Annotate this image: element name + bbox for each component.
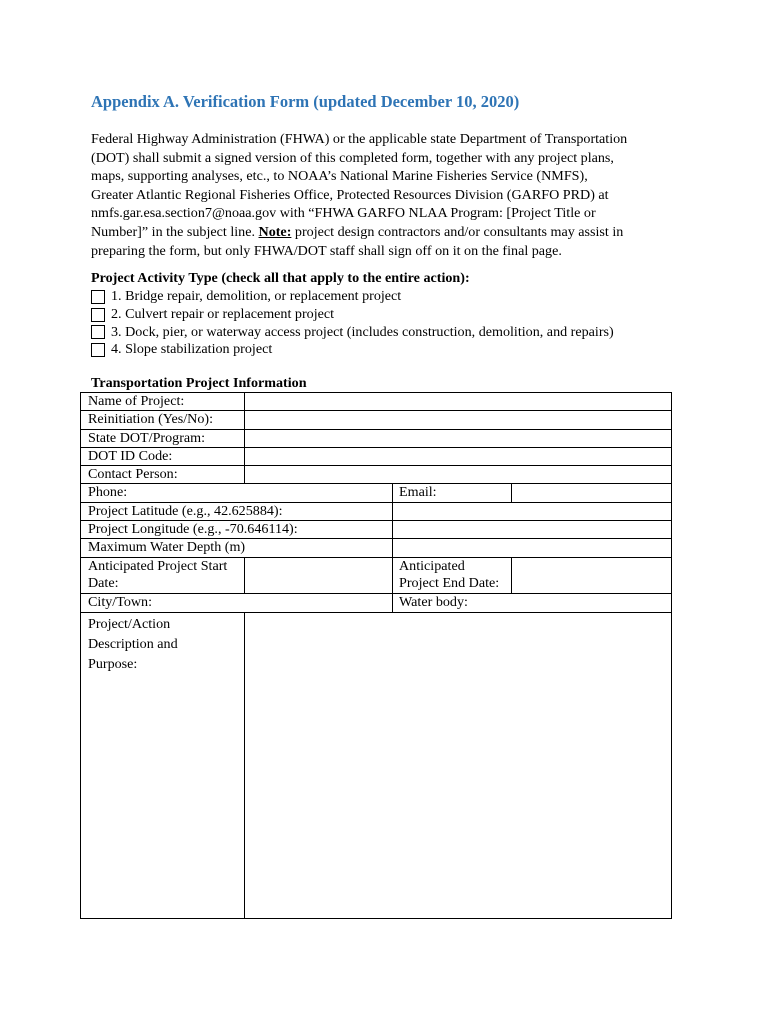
- table-row: [81, 502, 672, 520]
- name-of-project-field[interactable]: [245, 393, 672, 411]
- dock-checkbox[interactable]: [91, 325, 105, 339]
- contact-person-field[interactable]: [245, 466, 672, 484]
- description-field[interactable]: [245, 612, 672, 918]
- max-water-depth-field[interactable]: [393, 539, 672, 557]
- longitude-label: Project Longitude (e.g., -70.646114):: [81, 521, 393, 539]
- description-label-line: Project/Action: [88, 615, 171, 632]
- end-date-label: [393, 557, 512, 594]
- intro-line: maps, supporting analyses, etc., to NOAA’s National Marine Fisheries Service (NMFS),: [91, 168, 588, 185]
- latitude-label: Project Latitude (e.g., 42.625884):: [81, 502, 393, 520]
- email-label: Email:: [393, 484, 512, 502]
- table-row: [81, 612, 672, 918]
- activity-type-heading: Project Activity Type (check all that apply to the entire action):: [91, 270, 470, 286]
- table-row: [81, 466, 672, 484]
- end-date-label-line: Project End Date:: [399, 574, 500, 591]
- description-label: [81, 612, 245, 918]
- start-date-label: [81, 557, 245, 594]
- max-water-depth-label: Maximum Water Depth (m): [81, 539, 393, 557]
- email-field[interactable]: [512, 484, 672, 502]
- water-body-label[interactable]: Water body:: [393, 594, 672, 612]
- activity-label: 2. Culvert repair or replacement project: [111, 306, 335, 323]
- dot-id-field[interactable]: [245, 447, 672, 465]
- table-row: [81, 484, 672, 502]
- activity-type-list: [91, 288, 614, 359]
- project-info-table: [80, 392, 672, 919]
- table-row: [81, 539, 672, 557]
- table-row: [81, 447, 672, 465]
- culvert-checkbox[interactable]: [91, 308, 105, 322]
- page-title: Appendix A. Verification Form (updated December 10, 2020): [91, 92, 520, 111]
- slope-checkbox[interactable]: [91, 343, 105, 357]
- reinitiation-field[interactable]: [245, 411, 672, 429]
- intro-text: project design contractors and/or consultants may assist in: [291, 223, 624, 240]
- activity-item-bridge: [91, 288, 614, 306]
- table-row: [81, 521, 672, 539]
- description-label-line: Purpose:: [88, 655, 138, 672]
- name-of-project-label: Name of Project:: [81, 393, 245, 411]
- intro-line: Federal Highway Administration (FHWA) or the applicable state Department of Transportation: [91, 131, 628, 147]
- start-date-label-line: Anticipated Project Start: [88, 557, 228, 574]
- intro-paragraph: [91, 130, 681, 260]
- table-row: [81, 393, 672, 411]
- dot-id-label: DOT ID Code:: [81, 447, 245, 465]
- note-label: Note:: [258, 223, 292, 240]
- intro-line: preparing the form, but only FHWA/DOT staff shall sign off on it on the final page.: [91, 242, 562, 259]
- end-date-field[interactable]: [512, 557, 672, 594]
- intro-line: nmfs.gar.esa.section7@noaa.gov with “FHWA GARFO NLAA Program: [Project Title or: [91, 205, 596, 222]
- latitude-field[interactable]: [393, 502, 672, 520]
- table-row: [81, 411, 672, 429]
- table-row: [81, 557, 672, 594]
- phone-label[interactable]: Phone:: [81, 484, 393, 502]
- start-date-label-line: Date:: [88, 574, 119, 591]
- intro-line: [91, 223, 681, 242]
- activity-label: 1. Bridge repair, demolition, or replacement project: [111, 288, 402, 305]
- intro-line: Greater Atlantic Regional Fisheries Office, Protected Resources Division (GARFO PRD) at: [91, 186, 609, 203]
- city-town-label[interactable]: City/Town:: [81, 594, 393, 612]
- state-dot-field[interactable]: [245, 429, 672, 447]
- intro-line: (DOT) shall submit a signed version of this completed form, together with any project plans,: [91, 149, 614, 166]
- table-row: [81, 594, 672, 612]
- table-row: [81, 429, 672, 447]
- activity-label: 3. Dock, pier, or waterway access project (includes construction, demolition, and repairs): [111, 323, 614, 340]
- start-date-field[interactable]: [245, 557, 393, 594]
- activity-item-culvert: [91, 306, 614, 324]
- project-info-heading: Transportation Project Information: [91, 375, 307, 391]
- reinitiation-label: Reinitiation (Yes/No):: [81, 411, 245, 429]
- longitude-field[interactable]: [393, 521, 672, 539]
- activity-item-dock: [91, 323, 614, 341]
- activity-label: 4. Slope stabilization project: [111, 341, 273, 358]
- end-date-label-line: Anticipated: [399, 557, 465, 574]
- bridge-checkbox[interactable]: [91, 290, 105, 304]
- activity-item-slope: [91, 341, 614, 359]
- description-label-line: Description and: [88, 635, 178, 652]
- contact-person-label: Contact Person:: [81, 466, 245, 484]
- intro-text: Number]” in the subject line.: [91, 223, 259, 240]
- state-dot-label: State DOT/Program:: [81, 429, 245, 447]
